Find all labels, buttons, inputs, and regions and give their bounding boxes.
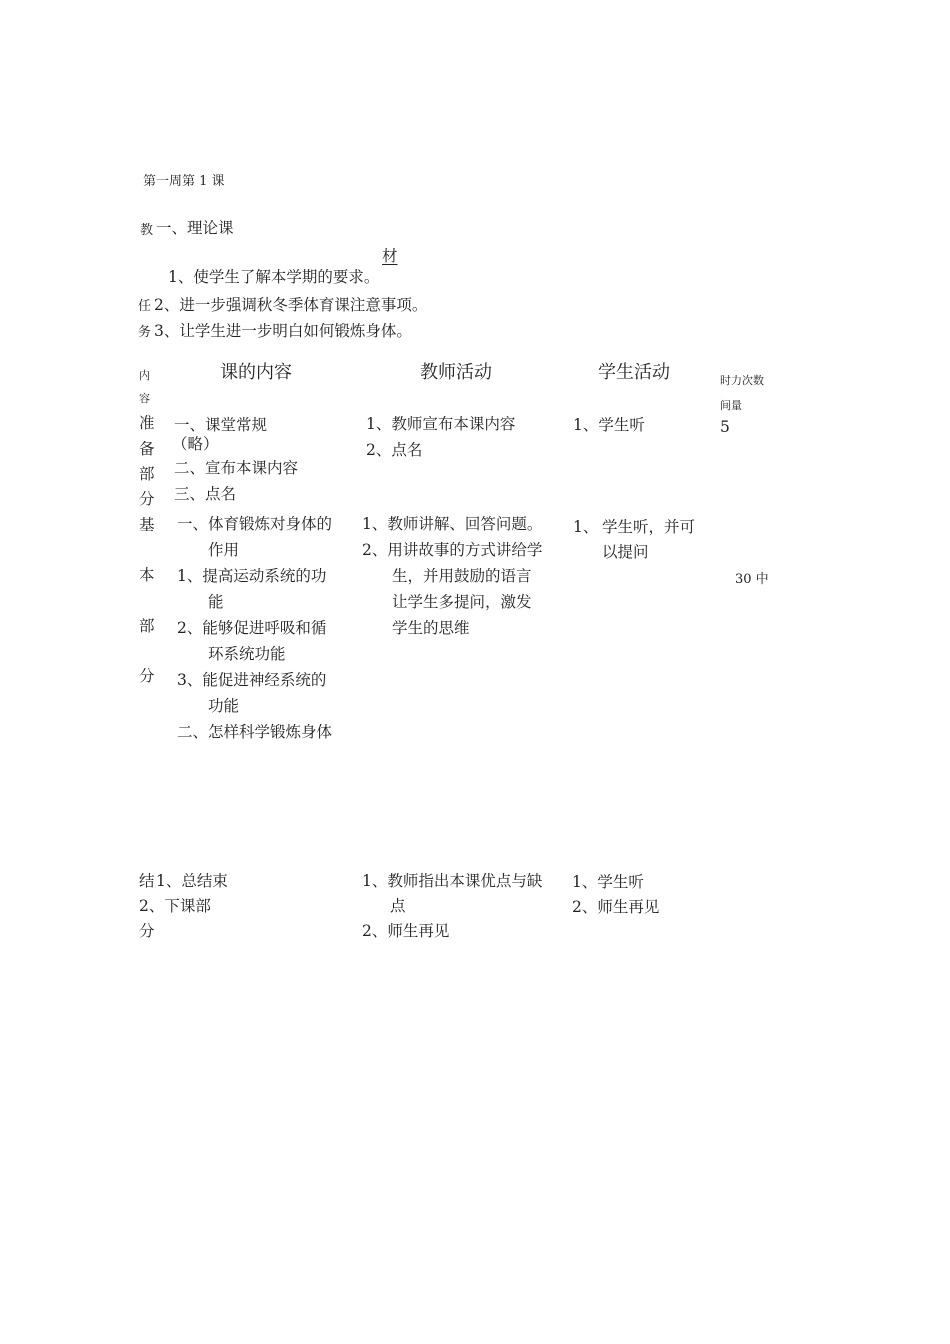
header-student-activity: 学生活动 [598,362,670,383]
basic-teacher-1: 1、教师讲解、回答问题。 [362,515,543,533]
prep-content-2: （略） [172,435,219,453]
header-time-freq: 时力次数 [720,374,764,387]
end-student-1: 1、学生听 [572,873,644,891]
basic-time: 30 中 [735,572,769,587]
prep-label-2: 备 [139,440,155,458]
basic-content-7: 3、能促进神经系统的 [177,671,327,689]
end-label-jie: 结 [139,872,155,890]
end-student-2: 2、师生再见 [572,898,660,916]
basic-student-2: 以提问 [602,543,649,561]
end-teacher-3: 2、师生再见 [362,922,450,940]
basic-content-3: 1、提高运动系统的功 [177,567,327,585]
material-title: 一、理论课 [156,219,234,237]
header-teacher-activity: 教师活动 [420,362,492,383]
basic-teacher-4: 让学生多提问，激发 [392,593,532,611]
basic-content-1: 一、体育锻炼对身体的 [177,515,333,533]
prep-label-4: 分 [139,490,155,508]
prep-content-4: 三、点名 [174,485,237,503]
task-label-ren: 任 [138,299,152,314]
basic-content-8: 功能 [208,697,240,715]
end-content-1: 1、总结束 [156,872,228,890]
material-label-cai: 材 [382,247,398,265]
basic-student-1: 学生听，并可 [602,518,696,536]
prep-content-1: 一、课堂常规 [174,416,268,434]
basic-teacher-2: 2、用讲故事的方式讲给学 [362,541,543,559]
task-label-wu: 务 [138,325,152,340]
end-teacher-2: 点 [390,897,406,915]
prep-student-1: 1、学生听 [573,416,645,434]
prep-time: 5 [720,418,730,436]
basic-content-9: 二、怎样科学锻炼身体 [177,723,333,741]
basic-label-2: 本 [139,566,155,584]
prep-teacher-1: 1、教师宣布本课内容 [366,415,516,433]
material-label-jiao: 教 [140,223,154,238]
basic-content-6: 环系统功能 [208,645,286,663]
basic-content-4: 能 [208,593,224,611]
basic-teacher-3: 生，并用鼓励的语言 [392,567,532,585]
basic-teacher-5: 学生的思维 [392,619,470,637]
prep-label-1: 准 [139,414,155,432]
basic-student-number: 1、 [573,518,599,536]
basic-content-5: 2、能够促进呼吸和循 [177,619,327,637]
prep-teacher-2: 2、点名 [366,441,423,459]
task-item-1: 1、使学生了解本学期的要求。 [168,268,380,286]
basic-label-4: 分 [139,667,155,685]
task-item-3: 3、让学生进一步明白如何锻炼身体。 [154,322,412,340]
basic-label-3: 部 [139,617,155,635]
header-time-amount: 间量 [720,399,742,412]
prep-label-3: 部 [139,465,155,483]
header-course-content: 课的内容 [220,362,292,383]
week-lesson-title: 第一周第 1 课 [143,174,225,189]
header-neirong-top: 内 [139,369,150,382]
end-teacher-1: 1、教师指出本课优点与缺 [362,872,543,890]
end-content-2: 2、下课部 [139,897,211,915]
task-item-2: 2、进一步强调秋冬季体育课注意事项。 [154,296,428,314]
prep-content-3: 二、宣布本课内容 [174,459,299,477]
basic-label-1: 基 [139,516,155,534]
basic-content-2: 作用 [208,541,240,559]
header-neirong-bottom: 容 [139,392,150,405]
end-label-fen: 分 [139,922,155,940]
